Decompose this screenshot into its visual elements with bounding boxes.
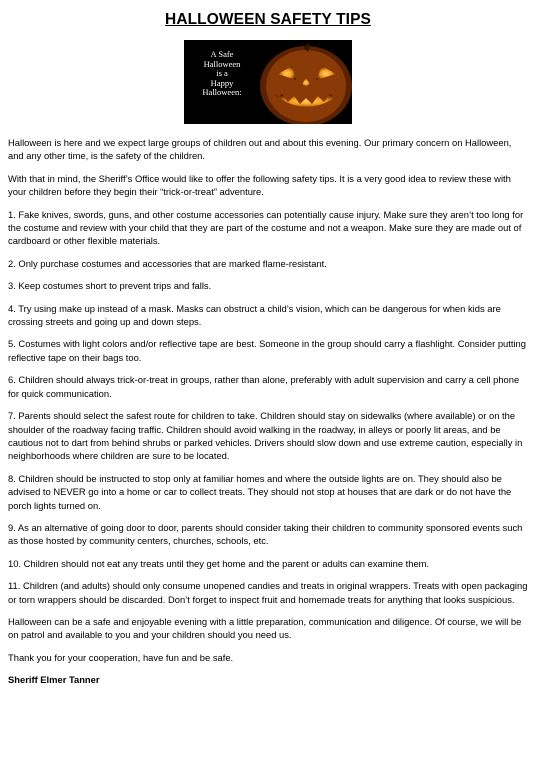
tip-paragraph: 7. Parents should select the safest route for children to take. Children should stay on sidewalks (where available) or on the shoulder of the roadway facing traffic. Children should avoid walking in the roadway, in alleys or poorly lit areas, and be cautious not to dart from behind shrubs or parked vehicles. Drivers should slow down and use extreme caution, especially in neighborhoods where children are sure to be located.: [8, 410, 523, 462]
signature: Sheriff Elmer Tanner: [8, 674, 100, 686]
caption-line: A Safe: [210, 49, 234, 59]
caption-line: is a: [216, 68, 228, 78]
tip-paragraph: 8. Children should be instructed to stop only at familiar homes and where the outside lights are on. They should also be advised to NEVER go into a home or car to collect treats. They should not stop at houses that are dark or do not have the porch lights turned on.: [8, 472, 512, 511]
tip-paragraph: 5. Costumes with light colors and/or reflective tape are best. Someone in the group should carry a flashlight. Consider putting reflective tape on their bags too.: [8, 338, 526, 363]
caption-line: Halloween:: [202, 87, 242, 97]
closing-paragraph: Thank you for your cooperation, have fun and be safe.: [8, 651, 234, 663]
caption-line: Halloween: [203, 58, 241, 69]
tip-paragraph: 9. As an alternative of going door to door, parents should consider taking their children to community sponsored events such as those hosted by community centers, churches, schools, etc.: [8, 521, 523, 547]
tip-paragraph: 3. Keep costumes short to prevent trips and falls.: [8, 280, 212, 292]
tip-paragraph: 1. Fake knives, swords, guns, and other costume accessories can potentially cause injury. Make sure they aren’t too long for the costume and review with your child that they are part of the costume and not a weapon. Make sure they are made out of cardboard or other flexible materials.: [8, 208, 524, 247]
body-text: [8, 136, 528, 687]
pumpkin-icon: [248, 40, 352, 124]
jack-o-lantern-image: [184, 40, 352, 124]
page-title: HALLOWEEN SAFETY TIPS: [165, 11, 371, 28]
closing-paragraph: Halloween can be a safe and enjoyable evening with a little preparation, communication and diligence. Of course, we will be on patrol and available to you and your children should you need us.: [8, 615, 522, 641]
tip-paragraph: 11. Children (and adults) should only consume unopened candies and treats in original wrappers. Treats with open packaging or torn wrappers should be discarded. Don’t forget to inspect fruit and homemade treats for anything that looks suspicious.: [8, 580, 528, 605]
tip-paragraph: 2. Only purchase costumes and accessories that are marked flame-resistant.: [8, 257, 327, 269]
intro-paragraph: With that in mind, the Sheriff’s Office would like to offer the following safety tips. It is a very good idea to review these with your children before they begin their “trick-or-treat” adventure.: [8, 172, 511, 198]
tip-paragraph: 10. Children should not eat any treats until they get home and the parent or adults can examine them.: [8, 557, 430, 569]
intro-paragraph: Halloween is here and we expect large groups of children out and about this evening. Our primary concern on Halloween, and any other time, is the safety of the children.: [8, 137, 512, 162]
tip-paragraph: 6. Children should always trick-or-treat in groups, rather than alone, preferably with adult supervision and carry a cell phone for quick communication.: [8, 374, 520, 399]
tip-paragraph: 4. Try using make up instead of a mask. Masks can obstruct a child’s vision, which can be dangerous for when kids are crossing streets and going up and down steps.: [8, 302, 501, 328]
caption-line: Happy: [210, 77, 234, 88]
image-caption: [192, 50, 252, 98]
